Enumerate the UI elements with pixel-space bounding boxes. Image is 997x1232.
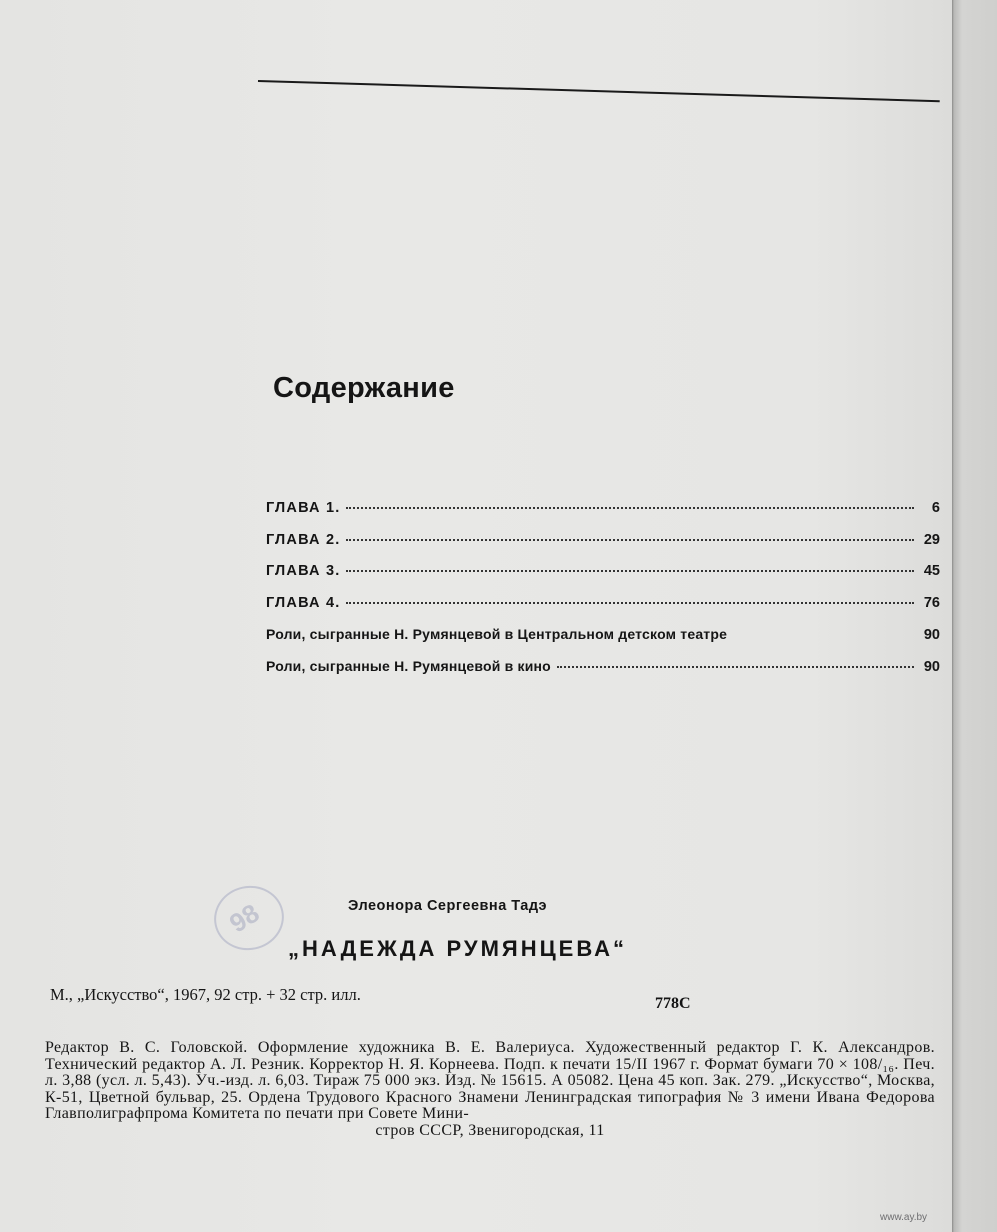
dot-leader — [557, 666, 914, 668]
toc-entry-label: ГЛАВА 1. — [266, 500, 341, 516]
toc-entry-film-roles — [266, 658, 940, 690]
toc-entry-chapter-4 — [266, 595, 940, 627]
toc-entry-label: ГЛАВА 4. — [266, 594, 341, 611]
toc-entry-label: Роли, сыгранные Н. Румянцевой в кино — [266, 657, 551, 674]
table-of-contents — [266, 500, 940, 689]
top-rule — [258, 80, 940, 102]
toc-entry-chapter-2 — [266, 532, 940, 564]
toc-entry-page: 90 — [923, 627, 940, 643]
toc-title: Содержание — [273, 372, 455, 404]
dot-leader — [346, 539, 914, 541]
author-name: Элеонора Сергеевна Тадэ — [348, 898, 548, 914]
catalog-code: 778С — [655, 995, 691, 1012]
dot-leader — [346, 570, 914, 572]
adjacent-page-edge — [952, 0, 997, 1232]
toc-entry-chapter-3 — [266, 563, 940, 595]
site-watermark: www.ay.by — [880, 1212, 928, 1223]
toc-entry-page: 45 — [923, 563, 940, 579]
library-stamp — [208, 879, 290, 956]
stamp-text: 98 — [223, 897, 265, 939]
toc-entry-label: ГЛАВА 3. — [266, 563, 341, 579]
colophon-part-1: Редактор В. С. Головской. Оформление художника В. Е. Валериуса. Художественный редактор Г. К. Александров. Технический редактор А. Л. Резник. Корректор Н. Я. Корнеева. Подп. к печати 15/II 1967 г. Формат бумаги 70 × 108 — [45, 1039, 935, 1073]
colophon — [45, 1040, 935, 1139]
toc-entry-theatre-roles — [266, 626, 940, 658]
book-title: „НАДЕЖДА РУМЯНЦЕВА“ — [288, 936, 628, 961]
toc-entry-label: ГЛАВА 2. — [266, 531, 341, 548]
colophon-last-line: стров СССР, Звенигородская, 11 — [375, 1121, 605, 1139]
toc-entry-label: Роли, сыгранные Н. Румянцевой в Центральном детском театре — [266, 626, 728, 642]
dot-leader — [346, 507, 914, 509]
toc-entry-page: 6 — [931, 500, 940, 516]
publication-line: М., „Искусство“, 1967, 92 стр. + 32 стр. илл. — [50, 985, 361, 1004]
colophon-part-2: /₁₆. Печ. л. 3,88 (усл. л. 5,43). Уч.-изд. л. 6,03. Тираж 75 000 экз. Изд. № 15615. А 05082. Цена 45 коп. Зак. 279. „Искусство“, Москва, К-51, Цветной бульвар, 25. Ордена Трудового Красного Знамени Ленинградская типография № 3 имени Ивана Федорова Главполиграфпрома Комитета по печати при Совете Мини- — [45, 1055, 935, 1122]
toc-entry-chapter-1 — [266, 500, 940, 532]
dot-leader — [346, 602, 914, 604]
toc-entry-page: 90 — [923, 658, 940, 675]
toc-entry-page: 76 — [923, 594, 940, 611]
toc-entry-page: 29 — [923, 531, 940, 548]
